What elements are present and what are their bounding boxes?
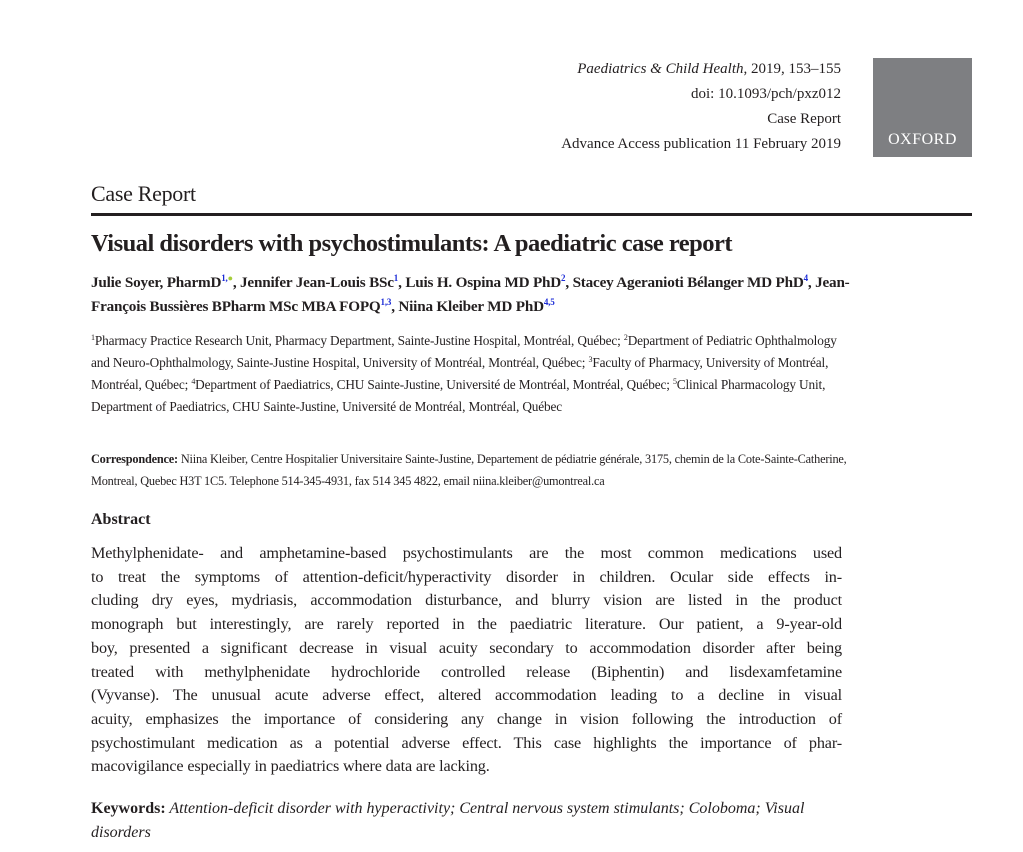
affiliation-ref[interactable]: 1,3 bbox=[380, 297, 392, 307]
correspondence-label: Correspondence: bbox=[91, 452, 178, 466]
article-title: Visual disorders with psychostimulants: A paediatric case report bbox=[91, 230, 733, 257]
affiliation: Department of Pediatric Ophthalmology and Neuro-Ophthalmology, Sainte-Justine Hospital, University of Montréal, Montréal, Québec; bbox=[91, 333, 837, 370]
affiliation: Clinical Pharmacology Unit, Department of Paediatrics, CHU Sainte-Justine, Université de Montréal, Montréal, Québec bbox=[91, 377, 826, 414]
affiliation: Faculty of Pharmacy, University of Montréal, Montréal, Québec; bbox=[91, 355, 829, 392]
author: Luis H. Ospina MD PhD bbox=[405, 274, 562, 291]
affiliation: Department of Paediatrics, CHU Sainte-Justine, Université de Montréal, Montréal, Québec; bbox=[195, 377, 673, 392]
doi-link[interactable]: doi: 10.1093/pch/pxz012 bbox=[691, 86, 841, 102]
abstract-line: boy, presented a significant decrease in visual acuity secondary to accommodation disorder after being bbox=[91, 638, 842, 657]
affiliation-ref[interactable]: 2 bbox=[561, 273, 566, 283]
affiliation-ref[interactable]: 4,5 bbox=[543, 297, 555, 307]
section-label: Case Report bbox=[91, 181, 196, 206]
abstract-line: psychostimulant medication as a potential adverse effect. This case highlights the importance of phar- bbox=[91, 733, 842, 752]
publication-date: Advance Access publication 11 February 2019 bbox=[561, 136, 841, 152]
author: Jean-François Bussières BPharm MSc MBA FOPQ bbox=[91, 274, 850, 315]
keywords-label: Keywords: bbox=[91, 800, 166, 817]
abstract-line: treated with methylphenidate hydrochloride controlled release (Biphentin) and lisdexamfetamine bbox=[91, 662, 842, 681]
affiliation-ref[interactable]: 4 bbox=[803, 273, 808, 283]
abstract-line: macovigilance especially in paediatrics where data are lacking. bbox=[91, 757, 490, 776]
correspondence-text: Niina Kleiber, Centre Hospitalier Universitaire Sainte-Justine, Departement de pédiatrie générale, 3175, chemin de la Cote-Sainte-Catherine, Montreal, Quebec H3T 1C5. Telephone 514-345-4931, fax 514 345 4822, email niina.kleiber@umontreal.ca bbox=[91, 452, 847, 488]
author: Niina Kleiber MD PhD bbox=[398, 298, 544, 315]
abstract-line: to treat the symptoms of attention-deficit/hyperactivity disorder in children. Ocular side effects in- bbox=[91, 567, 842, 586]
header-divider bbox=[91, 213, 972, 216]
abstract-line: (Vyvanse). The unusual acute adverse effect, altered accommodation leading to a decline in visual bbox=[91, 686, 842, 705]
author: Stacey Ageranioti Bélanger MD PhD bbox=[572, 274, 804, 291]
article-metadata bbox=[561, 57, 841, 157]
affiliation-ref[interactable]: 1, bbox=[221, 273, 228, 283]
journal-citation: Paediatrics & Child Health, 2019, 153–155 bbox=[577, 61, 841, 77]
keywords bbox=[91, 797, 842, 845]
abstract-line: Methylphenidate- and amphetamine-based psychostimulants are the most common medications used bbox=[91, 544, 842, 562]
abstract-heading: Abstract bbox=[91, 511, 151, 528]
journal-name: Paediatrics & Child Health bbox=[577, 61, 744, 77]
author-list: Julie Soyer, PharmD$^{1,●}$, Jennifer Jean-Louis BSc$^1$, Luis H. Ospina MD PhD$^2$, Stacey Ageranioti Bélanger MD PhD$^4$, Jean-François Bussières BPharm MSc MBA FOPQ$^{1,3}$, Niina Kleiber MD PhD$^{4,5}$ bbox=[91, 273, 850, 315]
abstract-body bbox=[91, 542, 842, 779]
abstract-line: acuity, emphasizes the importance of considering any change in vision following the introduction of bbox=[91, 709, 842, 728]
author: Julie Soyer, PharmD bbox=[91, 274, 222, 291]
correspondence bbox=[91, 448, 851, 492]
oxford-logo: OXFORD bbox=[873, 58, 972, 157]
affiliation-list: $^1$Pharmacy Practice Research Unit, Pharmacy Department, Sainte-Justine Hospital, Montréal, Québec; $^2$Department of Pediatric Ophthalmology and Neuro-Ophthalmology, Sainte-Justine Hospital, University of Montréal, Montréal, Québec; $^3$Faculty of Pharmacy, University of Montréal, Montréal, Québec; $^4$Department of Paediatrics, CHU Sainte-Justine, Université de Montréal, Montréal, Québec; $^5$Clinical Pharmacology Unit, Department of Paediatrics, CHU Sainte-Justine, Université de Montréal, Montréal, Québec bbox=[91, 333, 837, 414]
keywords-text: Attention-deficit disorder with hyperactivity; Central nervous system stimulants; Coloboma; Visual disorders bbox=[91, 800, 805, 841]
orcid-icon[interactable]: ● bbox=[227, 273, 233, 283]
affiliation: Pharmacy Practice Research Unit, Pharmacy Department, Sainte-Justine Hospital, Montréal, Québec; bbox=[94, 333, 624, 348]
abstract-line: cluding dry eyes, mydriasis, accommodation disturbance, and blurry vision are listed in the product bbox=[91, 591, 842, 610]
abstract-line: monograph but interestingly, are rarely reported in the paediatric literature. Our patient, a 9-year-old bbox=[91, 615, 842, 634]
article-type: Case Report bbox=[767, 111, 841, 127]
affiliation-ref[interactable]: 1 bbox=[393, 273, 399, 283]
author: Jennifer Jean-Louis BSc bbox=[240, 274, 394, 291]
